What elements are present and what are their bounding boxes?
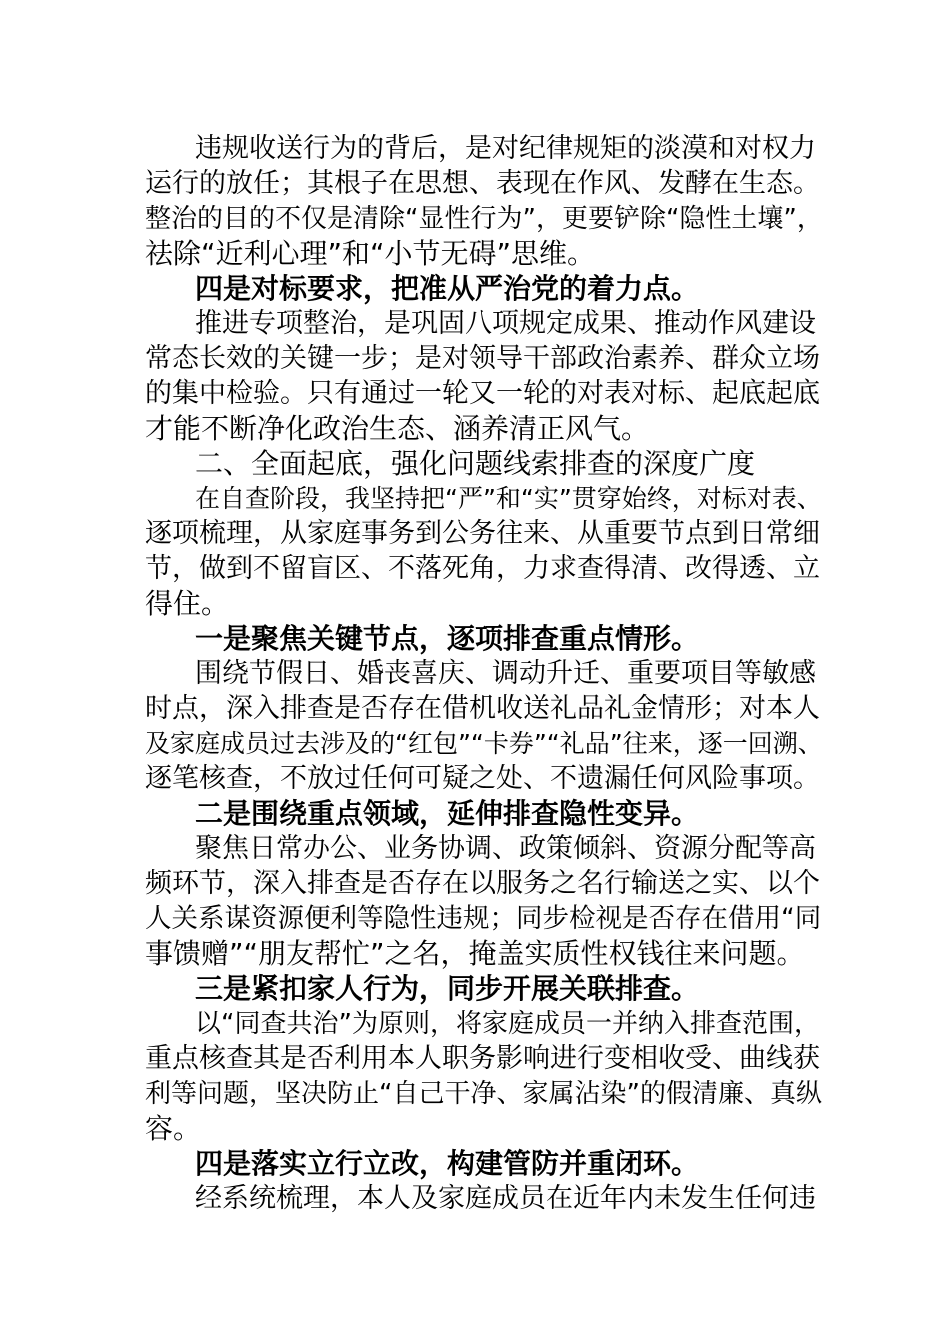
section-heading: 四是落实立行立改，构建管防并重闭环。 — [195, 1147, 700, 1180]
section-heading: 三是紧扣家人行为，同步开展关联排查。 — [195, 972, 700, 1005]
paragraph-line: 以“同查共治”为原则，将家庭成员一并纳入排查范围， — [195, 1009, 820, 1039]
paragraph-line: 逐项梳理，从家庭事务到公务往来、从重要节点到日常细 — [145, 518, 820, 549]
paragraph-line: 在自查阶段，我坚持把“严”和“实”贯穿始终，对标对表、 — [195, 484, 822, 513]
paragraph-line: 事馈赠”“朋友帮忙”之名，掩盖实质性权钱往来问题。 — [145, 937, 805, 970]
paragraph-line: 节，做到不留盲区、不落死角，力求查得清、改得透、立 — [145, 553, 820, 584]
paragraph-line: 及家庭成员过去涉及的“红包”“卡券”“礼品”往来，逐一回溯、 — [145, 729, 823, 758]
paragraph-line: 容。 — [145, 1112, 202, 1145]
paragraph-line: 整治的目的不仅是清除“显性行为”，更要铲除“隐性土壤”， — [145, 204, 823, 234]
section-heading: 一是聚焦关键节点，逐项排查重点情形。 — [195, 622, 700, 655]
paragraph-line: 得住。 — [145, 587, 230, 620]
paragraph-line: 经系统梳理，本人及家庭成员在近年内未发生任何违 — [195, 1183, 816, 1214]
paragraph-line: 逐笔核查，不放过任何可疑之处、不遗漏任何风险事项。 — [145, 763, 820, 794]
paragraph-line: 重点核查其是否利用本人职务影响进行变相收受、曲线获 — [145, 1043, 820, 1074]
paragraph-line: 时点，深入排查是否存在借机收送礼品礼金情形；对本人 — [145, 693, 820, 724]
paragraph-line: 聚焦日常办公、业务协调、政策倾斜、资源分配等高 — [195, 833, 816, 864]
paragraph-line: 利等问题，坚决防止“自己干净、家属沾染”的假清廉、真纵 — [145, 1079, 822, 1109]
section-heading: 二是围绕重点领域，延伸排查隐性变异。 — [195, 797, 700, 830]
paragraph-line: 祛除“近利心理”和“小节无碍”思维。 — [145, 237, 596, 270]
paragraph-line: 违规收送行为的背后，是对纪律规矩的淡漠和对权力 — [195, 133, 816, 164]
paragraph-line: 的集中检验。只有通过一轮又一轮的对表对标、起底起底 — [145, 378, 820, 409]
paragraph-line: 运行的放任；其根子在思想、表现在作风、发酵在生态。 — [145, 168, 820, 199]
paragraph-line: 频环节，深入排查是否存在以服务之名行输送之实、以个 — [145, 868, 820, 899]
paragraph-line: 才能不断净化政治生态、涵养清正风气。 — [145, 412, 650, 445]
section-heading: 四是对标要求，把准从严治党的着力点。 — [195, 272, 700, 305]
paragraph-line: 常态长效的关键一步；是对领导干部政治素养、群众立场 — [145, 343, 820, 374]
paragraph-line: 推进专项整治，是巩固八项规定成果、推动作风建设 — [195, 308, 816, 339]
paragraph-line: 人关系谋资源便利等隐性违规；同步检视是否存在借用“同 — [145, 903, 822, 934]
paragraph-line: 围绕节假日、婚丧喜庆、调动升迁、重要项目等敏感 — [195, 658, 816, 689]
chapter-heading: 二、全面起底，强化问题线索排查的深度广度 — [195, 447, 756, 480]
